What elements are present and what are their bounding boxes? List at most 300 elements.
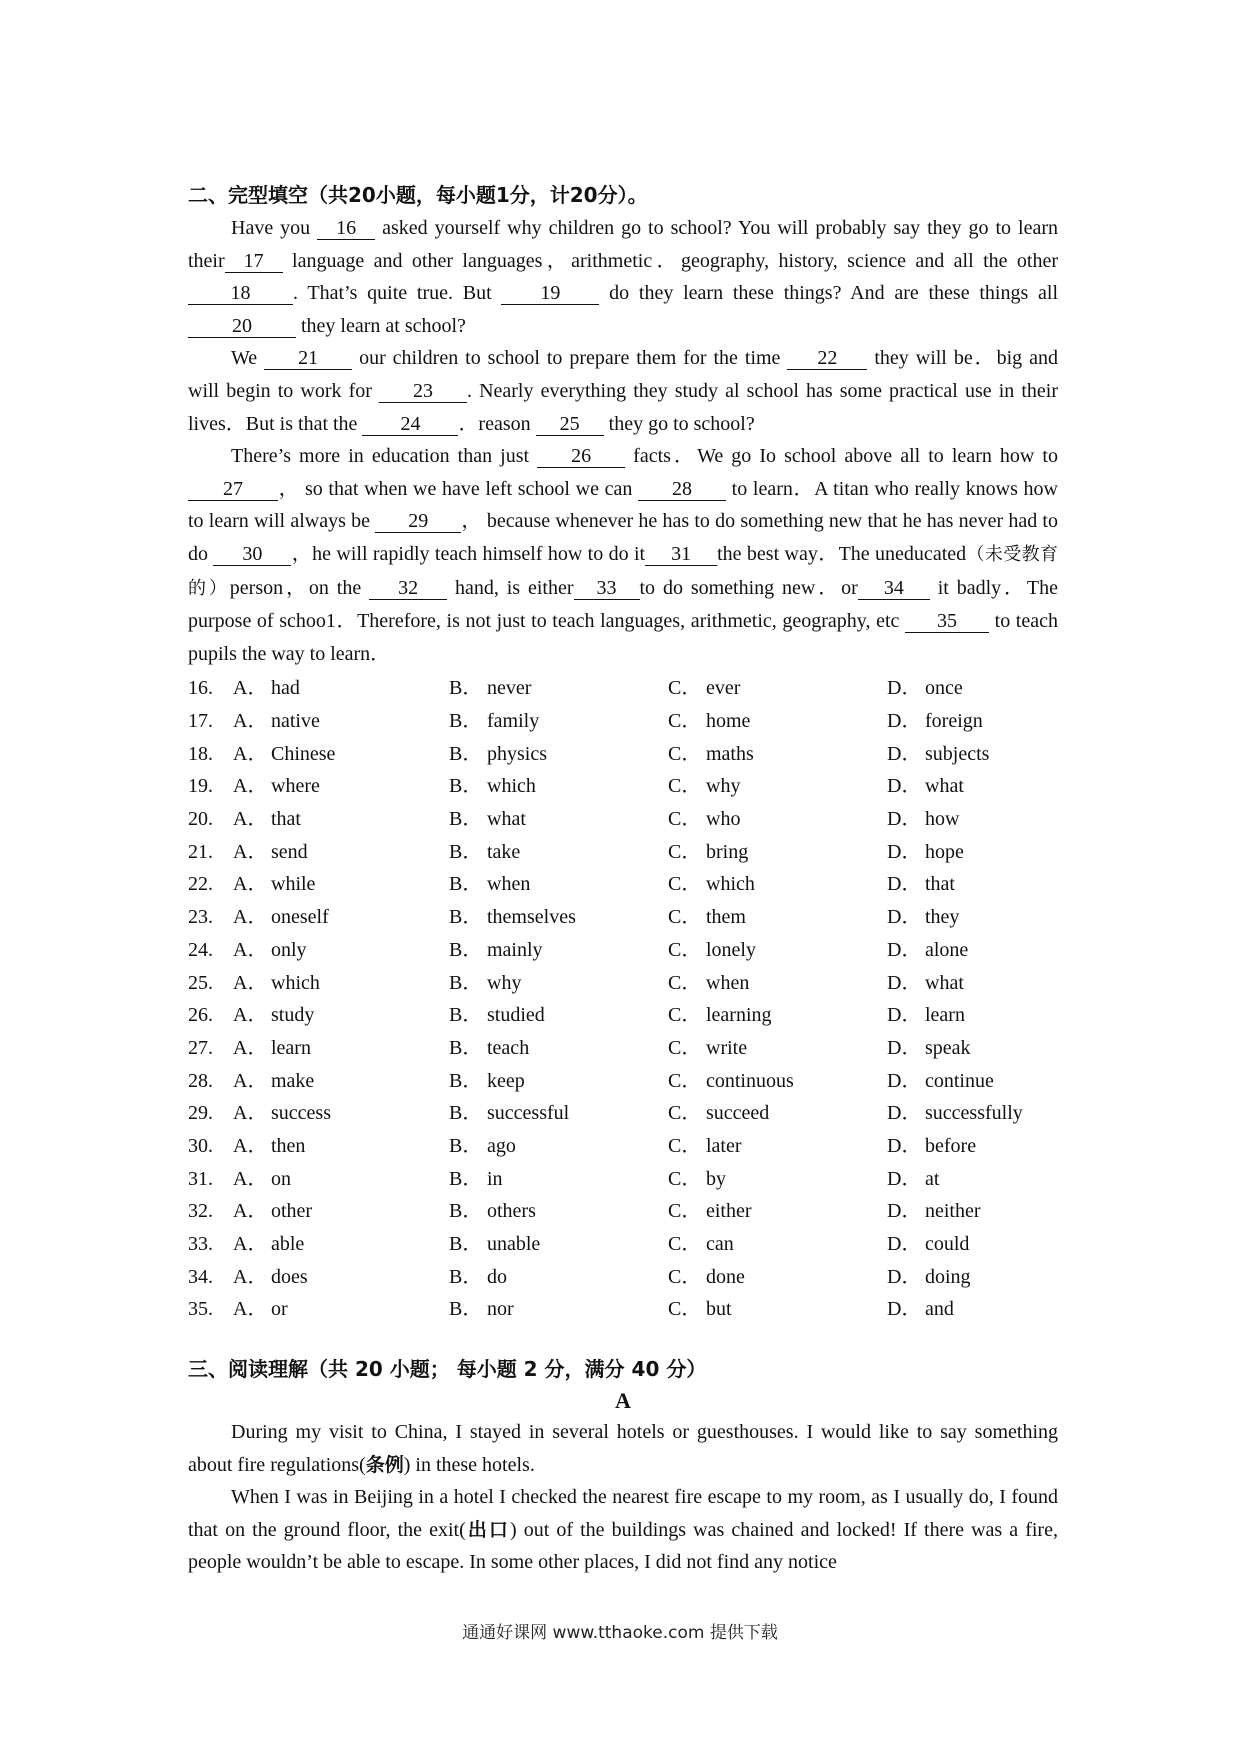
option-row	[188, 1097, 1058, 1130]
option-letter: D．	[887, 1036, 922, 1059]
option-text: foreign	[925, 710, 983, 732]
option-row	[188, 1163, 1058, 1196]
option-a	[233, 803, 449, 836]
option-text: why	[487, 971, 522, 994]
option-letter: D．	[887, 710, 922, 732]
option-a	[233, 1228, 449, 1261]
blank-17: 17	[225, 250, 283, 273]
blank-22: 22	[787, 347, 867, 370]
option-text: never	[487, 677, 532, 700]
reading-paragraph-2	[188, 1481, 1058, 1579]
option-letter: A．	[233, 873, 268, 896]
option-letter: D．	[887, 1200, 922, 1223]
option-letter: A．	[233, 1069, 268, 1092]
option-text: and	[925, 1298, 954, 1321]
blank-30: 30	[213, 543, 291, 566]
option-letter: A．	[233, 1102, 268, 1125]
option-a	[233, 1195, 449, 1228]
text: asked yourself why children go to school? You will probably say they go to learn their	[188, 217, 1058, 272]
option-text: take	[487, 840, 521, 863]
option-b	[449, 1228, 668, 1261]
option-text: able	[271, 1233, 305, 1255]
question-number: 34.	[188, 1265, 213, 1288]
option-b	[449, 803, 668, 836]
option-b	[449, 770, 668, 803]
text: ， because whenever he has to do something new that he has never had to do	[188, 510, 1058, 565]
option-c	[668, 868, 887, 901]
option-text: neither	[925, 1200, 981, 1223]
option-letter: A．	[233, 1298, 268, 1321]
chinese-gloss: （未受教育的）	[188, 543, 1059, 599]
option-b	[449, 901, 668, 934]
text: our children to school to prepare them for the time	[352, 347, 788, 370]
option-text: physics	[487, 742, 547, 765]
option-row	[188, 934, 1058, 967]
option-letter: B．	[449, 906, 483, 929]
option-letter: D．	[887, 775, 922, 798]
option-text: on	[271, 1167, 291, 1190]
blank-23: 23	[379, 380, 467, 403]
option-letter: B．	[449, 1200, 483, 1223]
option-text: themselves	[487, 906, 576, 929]
option-c	[668, 705, 887, 738]
option-c	[668, 967, 887, 1000]
option-d	[887, 1228, 1047, 1261]
option-row	[188, 738, 1058, 771]
text: they go to school?	[603, 412, 755, 435]
option-letter: D．	[887, 677, 922, 700]
option-d	[887, 901, 1047, 934]
option-text: by	[706, 1167, 726, 1190]
option-b	[449, 999, 668, 1032]
question-number: 16.	[188, 677, 213, 700]
option-text: family	[487, 710, 540, 732]
option-text: hope	[925, 840, 964, 863]
blank-31: 31	[645, 543, 717, 566]
blank-16: 16	[317, 217, 375, 240]
option-letter: D．	[887, 1265, 922, 1288]
option-letter: A．	[233, 1167, 268, 1190]
option-text: what	[925, 971, 964, 994]
option-text: bring	[706, 840, 749, 863]
option-b	[449, 1032, 668, 1065]
option-letter: A．	[233, 938, 268, 961]
option-text: which	[487, 775, 536, 798]
question-number: 21.	[188, 840, 213, 863]
text: When I was in Beijing in a hotel I checked the nearest fire escape to my room, as I usually do, I found that on the ground floor, the exit(	[188, 1486, 1058, 1541]
option-text: continue	[925, 1069, 994, 1092]
option-text: do	[487, 1265, 507, 1288]
text: We	[231, 347, 265, 370]
option-letter: B．	[449, 1004, 483, 1027]
option-d	[887, 1065, 1047, 1098]
question-number: 25.	[188, 971, 213, 994]
option-a	[233, 770, 449, 803]
option-text: Chinese	[271, 742, 336, 765]
option-text: but	[706, 1298, 732, 1321]
option-c	[668, 803, 887, 836]
page-content	[188, 178, 1058, 1579]
text: . Nearly everything they study al school has some practical use in their lives．But is that the	[188, 379, 1059, 435]
text: ．reason	[458, 412, 536, 435]
section3-title: 三、阅读理解（共 20 小题； 每小题 2 分，满分 40 分）	[188, 1357, 707, 1382]
option-row	[188, 672, 1058, 705]
option-letter: A．	[233, 677, 268, 700]
option-row	[188, 1195, 1058, 1228]
option-text: when	[706, 971, 750, 994]
option-text: or	[271, 1298, 288, 1321]
option-c	[668, 1261, 887, 1294]
blank-33: 33	[574, 577, 640, 600]
option-letter: C．	[668, 677, 702, 700]
option-letter: C．	[668, 1298, 702, 1321]
option-letter: D．	[887, 808, 922, 831]
text: hand, is either	[447, 576, 574, 599]
question-number: 28.	[188, 1069, 213, 1092]
cloze-paragraph-2	[188, 342, 1058, 440]
option-letter: C．	[668, 1167, 702, 1190]
option-letter: B．	[449, 1069, 483, 1092]
option-text: they	[925, 906, 960, 929]
blank-26: 26	[537, 445, 625, 468]
option-text: how	[925, 808, 960, 831]
option-a	[233, 1261, 449, 1294]
option-d	[887, 1032, 1047, 1065]
option-text: learn	[271, 1036, 311, 1059]
option-letter: B．	[449, 808, 483, 831]
text: person，on the	[229, 576, 370, 599]
option-letter: C．	[668, 1265, 702, 1288]
blank-21: 21	[264, 347, 352, 370]
option-text: teach	[487, 1036, 530, 1059]
option-letter: B．	[449, 971, 483, 994]
option-letter: B．	[449, 1265, 483, 1288]
option-letter: D．	[887, 1134, 922, 1157]
option-d	[887, 1261, 1047, 1294]
option-letter: C．	[668, 971, 702, 994]
option-letter: B．	[449, 1298, 483, 1321]
option-text: where	[271, 775, 320, 798]
option-a	[233, 705, 449, 738]
question-number: 35.	[188, 1298, 213, 1321]
option-letter: C．	[668, 1134, 702, 1157]
option-letter: D．	[887, 1069, 922, 1092]
option-letter: C．	[668, 1102, 702, 1125]
blank-29: 29	[375, 510, 461, 533]
option-text: why	[706, 775, 741, 798]
footer-credit: 通通好课网 www.tthaoke.com 提供下载	[462, 1623, 778, 1643]
option-c	[668, 1097, 887, 1130]
option-text: maths	[706, 742, 754, 765]
options-list	[188, 672, 1058, 1326]
option-b	[449, 705, 668, 738]
option-letter: B．	[449, 1134, 483, 1157]
option-row	[188, 1261, 1058, 1294]
option-b	[449, 738, 668, 771]
option-text: keep	[487, 1069, 525, 1092]
option-letter: D．	[887, 873, 922, 896]
option-letter: A．	[233, 1134, 268, 1157]
option-text: other	[271, 1200, 313, 1223]
blank-20: 20	[188, 315, 296, 338]
option-b	[449, 1097, 668, 1130]
section2-title: 二、完型填空（共20小题，每小题1分，计20分）。	[188, 183, 648, 207]
option-text: learning	[706, 1004, 772, 1027]
option-letter: C．	[668, 906, 702, 929]
text: the best way．The uneducated	[717, 542, 967, 565]
text: it badly．The purpose of schoo1．Therefore, is not just to teach languages, arithmetic, geography, etc	[188, 576, 1059, 633]
option-text: done	[706, 1265, 745, 1288]
option-row	[188, 1065, 1058, 1098]
text: to learn．A titan who really knows how to learn will always be	[188, 477, 1058, 533]
text: do they learn these things? And are these things all	[599, 282, 1058, 305]
option-letter: A．	[233, 775, 268, 798]
option-text: alone	[925, 938, 969, 961]
option-text: in	[487, 1167, 503, 1190]
option-letter: A．	[233, 742, 268, 765]
text: language and other languages，arithmetic．geography, history, science and all the other	[282, 249, 1058, 272]
option-letter: C．	[668, 775, 702, 798]
option-text: what	[487, 808, 526, 831]
option-c	[668, 901, 887, 934]
option-text: ever	[706, 677, 741, 700]
option-c	[668, 1032, 887, 1065]
option-a	[233, 934, 449, 967]
question-number: 18.	[188, 742, 213, 765]
option-text: subjects	[925, 742, 990, 765]
question-number: 29.	[188, 1102, 213, 1125]
option-a	[233, 1163, 449, 1196]
option-letter: D．	[887, 906, 922, 929]
option-text: that	[271, 808, 301, 831]
blank-28: 28	[638, 478, 726, 501]
option-text: which	[706, 873, 755, 896]
option-letter: C．	[668, 1069, 702, 1092]
text: During my visit to China, I stayed in several hotels or guesthouses. I would like to say something about fire regulations(	[188, 1421, 1058, 1476]
option-d	[887, 1293, 1047, 1326]
option-text: ago	[487, 1134, 516, 1157]
option-letter: D．	[887, 1298, 922, 1321]
option-text: succeed	[706, 1102, 770, 1125]
option-text: nor	[487, 1298, 514, 1321]
option-d	[887, 738, 1047, 771]
text: ， so that when we have left school we can	[278, 477, 639, 500]
option-a	[233, 1032, 449, 1065]
option-b	[449, 1261, 668, 1294]
question-number: 31.	[188, 1167, 213, 1190]
option-letter: A．	[233, 1200, 268, 1223]
question-number: 20.	[188, 808, 213, 831]
option-text: either	[706, 1200, 752, 1223]
passage-label: A	[615, 1388, 631, 1414]
option-a	[233, 999, 449, 1032]
option-b	[449, 1065, 668, 1098]
option-b	[449, 1163, 668, 1196]
option-letter: D．	[887, 840, 922, 863]
option-letter: D．	[887, 1004, 922, 1027]
text: ) out of the buildings was chained and locked! If there was a fire, people wouldn’t be able to escape. In some other places, I did not find any notice	[188, 1518, 1058, 1574]
option-letter: B．	[449, 775, 483, 798]
option-letter: C．	[668, 938, 702, 961]
option-text: doing	[925, 1265, 971, 1288]
cloze-paragraph-1	[188, 212, 1058, 342]
option-d	[887, 1097, 1047, 1130]
section3	[188, 1352, 1058, 1579]
cloze-paragraph-3	[188, 440, 1058, 670]
option-a	[233, 1065, 449, 1098]
option-letter: D．	[887, 971, 922, 994]
option-a	[233, 1097, 449, 1130]
option-b	[449, 1130, 668, 1163]
option-letter: B．	[449, 938, 483, 961]
option-text: before	[925, 1134, 977, 1157]
option-text: make	[271, 1069, 315, 1092]
option-letter: C．	[668, 840, 702, 863]
question-number: 27.	[188, 1036, 213, 1059]
option-letter: B．	[449, 1167, 483, 1190]
option-text: who	[706, 808, 741, 831]
option-letter: C．	[668, 742, 702, 765]
option-text: successful	[487, 1102, 570, 1125]
option-text: success	[271, 1102, 331, 1125]
option-letter: A．	[233, 1233, 268, 1255]
option-text: native	[271, 710, 320, 732]
option-row	[188, 901, 1058, 934]
option-letter: B．	[449, 840, 483, 863]
option-c	[668, 1228, 887, 1261]
option-letter: B．	[449, 1036, 483, 1059]
option-c	[668, 1130, 887, 1163]
question-number: 24.	[188, 938, 213, 961]
option-row	[188, 770, 1058, 803]
blank-24: 24	[362, 413, 458, 436]
chinese-gloss: 条例	[365, 1453, 404, 1476]
option-text: continuous	[706, 1069, 794, 1092]
option-letter: A．	[233, 1036, 268, 1059]
option-row	[188, 1032, 1058, 1065]
option-a	[233, 672, 449, 705]
option-text: others	[487, 1200, 536, 1223]
option-text: what	[925, 775, 964, 798]
text: facts．We go Io school above all to learn how to	[625, 445, 1058, 468]
option-text: could	[925, 1233, 970, 1255]
text: to teach pupils the way to learn．	[188, 610, 1058, 665]
option-a	[233, 1293, 449, 1326]
text: ，he will rapidly teach himself how to do it	[291, 542, 646, 565]
option-a	[233, 738, 449, 771]
option-row	[188, 1130, 1058, 1163]
blank-18: 18	[188, 282, 293, 305]
option-letter: D．	[887, 1233, 922, 1255]
option-b	[449, 672, 668, 705]
option-c	[668, 1293, 887, 1326]
option-text: study	[271, 1004, 315, 1027]
option-row	[188, 1293, 1058, 1326]
option-letter: C．	[668, 710, 702, 732]
option-letter: D．	[887, 938, 922, 961]
option-letter: C．	[668, 1200, 702, 1223]
blank-35: 35	[905, 610, 989, 633]
option-text: had	[271, 677, 300, 700]
text: to do something new．or	[639, 576, 858, 599]
option-a	[233, 836, 449, 869]
option-text: unable	[487, 1233, 541, 1255]
question-number: 26.	[188, 1004, 213, 1027]
option-d	[887, 1195, 1047, 1228]
option-letter: A．	[233, 710, 268, 732]
option-d	[887, 999, 1047, 1032]
question-number: 17.	[188, 710, 213, 732]
option-letter: C．	[668, 873, 702, 896]
option-letter: A．	[233, 906, 268, 929]
option-text: home	[706, 710, 751, 732]
option-row	[188, 705, 1058, 738]
option-b	[449, 1293, 668, 1326]
option-c	[668, 770, 887, 803]
blank-34: 34	[858, 577, 930, 600]
option-row	[188, 803, 1058, 836]
question-number: 30.	[188, 1134, 213, 1157]
question-number: 33.	[188, 1233, 213, 1255]
option-letter: D．	[887, 742, 922, 765]
option-d	[887, 934, 1047, 967]
text: they will be．big and will begin to work for	[188, 347, 1059, 402]
option-b	[449, 934, 668, 967]
option-letter: A．	[233, 1004, 268, 1027]
option-text: mainly	[487, 938, 543, 961]
blank-25: 25	[536, 413, 604, 436]
blank-27: 27	[188, 478, 278, 501]
option-letter: A．	[233, 840, 268, 863]
option-letter: B．	[449, 1233, 483, 1255]
option-a	[233, 868, 449, 901]
option-text: at	[925, 1167, 940, 1190]
option-text: then	[271, 1134, 306, 1157]
option-text: while	[271, 873, 316, 896]
option-c	[668, 1195, 887, 1228]
option-text: once	[925, 677, 963, 700]
option-letter: C．	[668, 1233, 702, 1255]
option-row	[188, 967, 1058, 1000]
option-b	[449, 967, 668, 1000]
option-d	[887, 967, 1047, 1000]
reading-paragraph-1	[188, 1416, 1058, 1481]
option-letter: C．	[668, 808, 702, 831]
option-text: send	[271, 840, 308, 863]
text: they learn at school?	[296, 314, 466, 337]
option-b	[449, 836, 668, 869]
option-d	[887, 672, 1047, 705]
option-a	[233, 901, 449, 934]
option-letter: B．	[449, 1102, 483, 1125]
option-a	[233, 1130, 449, 1163]
option-text: studied	[487, 1004, 545, 1027]
option-text: them	[706, 906, 746, 929]
option-letter: C．	[668, 1004, 702, 1027]
text: Have you	[231, 217, 318, 239]
option-row	[188, 868, 1058, 901]
option-letter: B．	[449, 742, 483, 765]
text: . That’s quite true. But	[293, 282, 502, 305]
question-number: 23.	[188, 906, 213, 929]
text: ) in these hotels.	[403, 1453, 535, 1476]
chinese-gloss: 出口	[465, 1518, 510, 1541]
option-text: can	[706, 1233, 734, 1255]
option-c	[668, 836, 887, 869]
text: There’s more in education than just	[231, 445, 538, 468]
option-d	[887, 868, 1047, 901]
option-letter: A．	[233, 971, 268, 994]
